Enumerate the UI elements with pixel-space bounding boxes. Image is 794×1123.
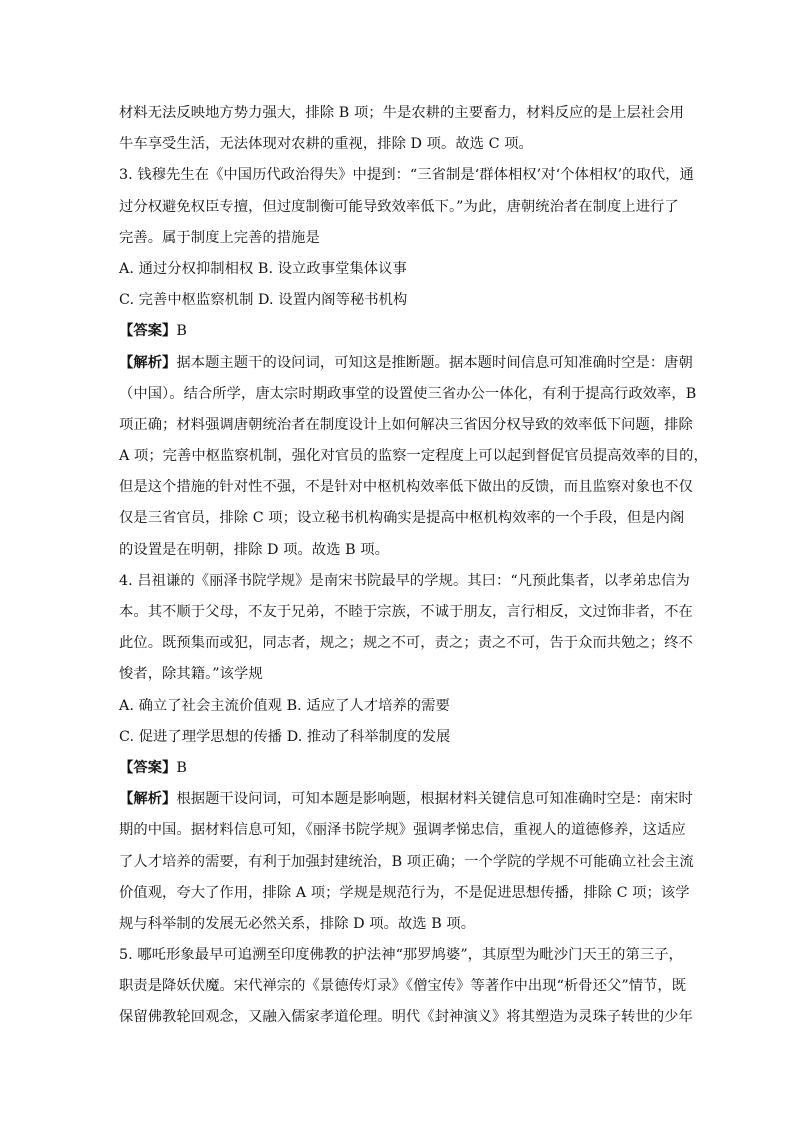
question-4-stem-line: 此位。既预集而或犯，同志者，规之；规之不可，责之；责之不可，告于众而共勉之；终不 <box>119 635 693 652</box>
answer-value: B <box>176 323 187 340</box>
question-4-option-line: A. 确立了社会主流价值观 B. 适应了人才培养的需要 <box>119 697 450 714</box>
question-3-analysis-line: 项正确；材料强调唐朝统治者在制度设计上如何解决三省因分权导致的效率低下问题，排除 <box>119 416 693 433</box>
question-3-analysis-line: 但是这个措施的针对性不强，不是针对中枢机构效率低下做出的反馈，而且监察对象也不仅 <box>119 479 693 496</box>
question-3-answer <box>119 316 677 347</box>
question-4-analysis-line: 了人才培养的需要，有利于加强封建统治，B 项正确；一个学院的学规不可能确立社会主流 <box>119 853 694 870</box>
question-4-analysis-line: 价值观，夸大了作用，排除 A 项；学规是规范行为，不是促进思想传播，排除 C 项；该学 <box>119 884 690 901</box>
question-4-stem-line: 本。其不顺于父母，不友于兄弟，不睦于宗族，不诚于朋友，言行相反，文过饰非者，不在 <box>119 604 693 620</box>
question-4-answer <box>119 753 677 784</box>
question-3-option-line: A. 通过分权抑制相权 B. 设立政事堂集体议事 <box>119 260 407 277</box>
answer-tag: 【答案】 <box>119 323 177 340</box>
analysis-line: 材料无法反映地方势力强大，排除 B 项；牛是农耕的主要畜力，材料反应的是上层社会用 <box>119 105 684 121</box>
question-4-analysis-line <box>119 784 693 815</box>
question-3-stem-line: 3. 钱穆先生在《中国历代政治得失》中提到：“三省制是‘群体相权’对‘个体相权’的取代，通 <box>119 167 694 184</box>
analysis-tag: 【解析】 <box>119 354 177 371</box>
question-4-stem-line: 悛者，除其籍。”该学规 <box>119 666 263 683</box>
document-page <box>119 98 708 1034</box>
answer-value: B <box>176 759 187 776</box>
question-4-analysis-line: 规与科举制的发展无必然关系，排除 D 项。故选 B 项。 <box>119 915 476 932</box>
answer-tag: 【答案】 <box>119 759 177 776</box>
question-5-stem-line: 保留佛教轮回观念，又融入儒家孝道伦理。明代《封神演义》将其塑造为灵珠子转世的少年 <box>119 1009 693 1026</box>
question-4-option-line: C. 促进了理学思想的传播 D. 推动了科举制度的发展 <box>119 728 451 745</box>
analysis-text: 根据题干设问词，可知本题是影响题，根据材料关键信息可知准确时空是：南宋时 <box>176 791 693 808</box>
analysis-text: 据本题主题干的设问词，可知这是推断题。据本题时间信息可知准确时空是：唐朝 <box>176 354 693 371</box>
question-3-analysis-line: A 项；完善中枢监察机制，强化对官员的监察一定程度上可以起到督促官员提高效率的目的， <box>119 448 708 465</box>
question-3-stem-line: 过分权避免权臣专擅，但过度制衡可能导致效率低下。”为此，唐朝统治者在制度上进行了 <box>119 198 679 215</box>
question-5-stem-line: 职责是降妖伏魔。宋代禅宗的《景德传灯录》《僧宝传》等著作中出现“析骨还父”情节，既 <box>119 978 687 995</box>
question-5-stem-line: 5. 哪吒形象最早可追溯至印度佛教的护法神“那罗鸠婆”，其原型为毗沙门天王的第三子， <box>119 947 683 964</box>
question-4-stem-line: 4. 吕祖谦的《丽泽书院学规》是南宋书院最早的学规。其曰：“凡预此集者，以孝弟忠信为 <box>119 572 690 589</box>
question-3-analysis-line: 的设置是在明朝，排除 D 项。故选 B 项。 <box>119 541 389 558</box>
question-4-analysis-line: 期的中国。据材料信息可知，《丽泽书院学规》强调孝悌忠信，重视人的道德修养，这适应 <box>119 822 686 839</box>
question-3-analysis-line: （中国）。结合所学，唐太宗时期政事堂的设置使三省办公一体化，有利于提高行政效率，B <box>119 385 697 402</box>
analysis-tag: 【解析】 <box>119 791 177 808</box>
analysis-line: 牛车享受生活，无法体现对农耕的重视，排除 D 项。故选 C 项。 <box>119 136 533 153</box>
question-3-stem-line: 完善。属于制度上完善的措施是 <box>119 229 320 246</box>
question-3-analysis-line <box>119 348 693 379</box>
question-3-analysis-line: 仅是三省官员，排除 C 项；设立秘书机构确实是提高中枢机构效率的一个手段，但是内阁 <box>119 510 685 527</box>
question-3-option-line: C. 完善中枢监察机制 D. 设置内阁等秘书机构 <box>119 292 408 309</box>
